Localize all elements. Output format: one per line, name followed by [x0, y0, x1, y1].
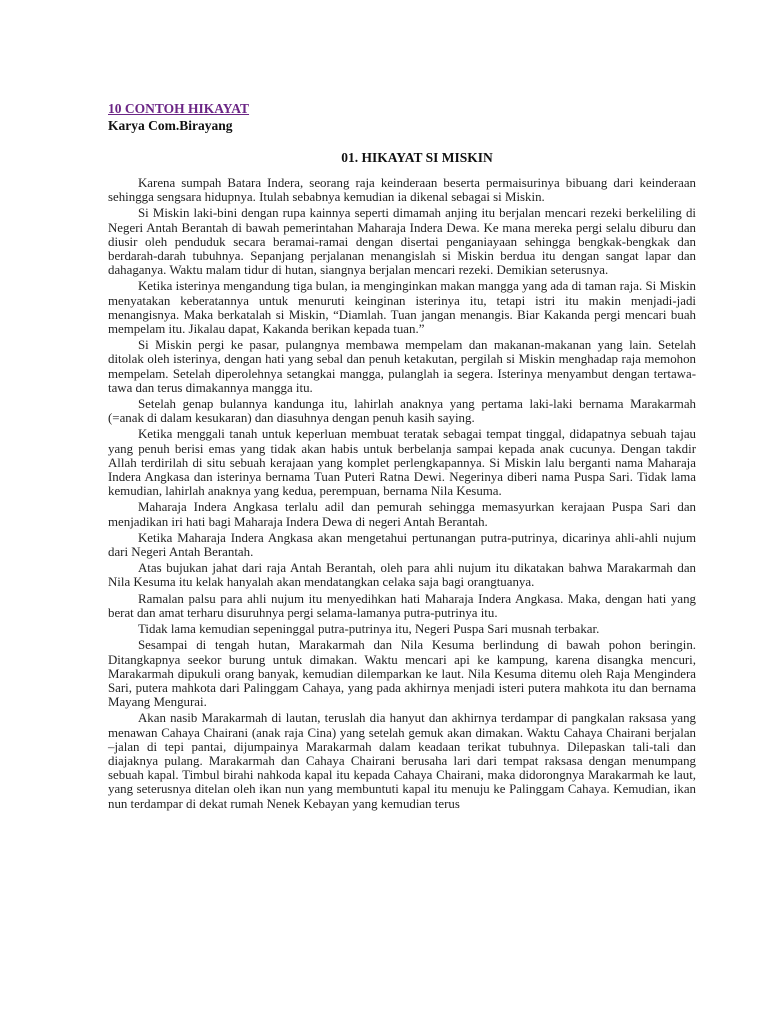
paragraph-12: Sesampai di tengah hutan, Marakarmah dan Nila Kesuma berlindung di bawah pohon beringin. Ditangkapnya seekor burung untuk dimakan. Waktu mencari api ke kampung, karena disangka mencuri, Marakarmah dipukuli orang banyak, kemudian dilemparkan ke laut. Nila Kesuma ditemu oleh Raja Mengindera Sari, putera mahkota dari Palinggam Cahaya, yang pada akhirnya menjadi isteri putera mahkota itu dan bernama Mayang Mengurai.: [108, 638, 696, 710]
paragraph-11: Tidak lama kemudian sepeninggal putra-putrinya itu, Negeri Puspa Sari musnah terbakar.: [138, 622, 600, 637]
story-body: [108, 176, 696, 811]
paragraph-10: Ramalan palsu para ahli nujum itu menyedihkan hati Maharaja Indera Angkasa. Maka, dengan hati yang berat dan amat terharu disuruhnya pergi selama-lamanya putra-putrinya itu.: [108, 591, 696, 620]
document-page: [108, 100, 696, 813]
paragraph-5: Setelah genap bulannya kandunga itu, lahirlah anaknya yang pertama laki-laki bernama Marakarmah (=anak di dalam kesukaran) dan diasuhnya dengan penuh kasih saying.: [108, 397, 696, 426]
paragraph-2: Si Miskin laki-bini dengan rupa kainnya seperti dimamah anjing itu berjalan mencari rezeki berkeliling di Negeri Antah Berantah di bawah pemerintahan Maharaja Indera Dewa. Ke mana mereka pergi selalu diburu dan diusir oleh penduduk secara beramai-ramai dengan disertai penganiayaan sehingga bengkak-bengkak dan berdarah-darah tubuhnya. Sepanjang perjalanan menangislah si Miskin berdua itu dengan sangat lapar dan dahaganya. Waktu malam tidur di hutan, siangnya berjalan mencari rezeki. Demikian seterusnya.: [108, 206, 696, 278]
paragraph-7: Maharaja Indera Angkasa terlalu adil dan pemurah sehingga memasyurkan kerajaan Puspa Sari dan menjadikan iri hati bagi Maharaja Indera Dewa di negeri Antah Berantah.: [108, 500, 696, 529]
document-author: Karya Com.Birayang: [108, 118, 233, 133]
paragraph-1: Karena sumpah Batara Indera, seorang raja keinderaan beserta permaisurinya bibuang dari keinderaan sehingga sengsara hidupnya. Itulah sebabnya kemudian ia dikenal sebagai si Miskin.: [108, 176, 696, 205]
paragraph-4: Si Miskin pergi ke pasar, pulangnya membawa mempelam dan makanan-makanan yang lain. Setelah ditolak oleh isterinya, dengan hati yang sebal dan penuh ketakutan, pergilah si Miskin menghadap raja memohon mempelam. Setelah diperolehnya setangkai mangga, pulanglah ia segera. Isterinya menyambut dengan tertawa-tawa dan terus dimakannya mangga itu.: [108, 338, 696, 395]
paragraph-13: Akan nasib Marakarmah di lautan, teruslah dia hanyut dan akhirnya terdampar di pangkalan raksasa yang menawan Cahaya Chairani (anak raja Cina) yang setelah gemuk akan dimakan. Waktu Cahaya Chairani berjalan –jalan di tepi pantai, dijumpainya Marakarmah dalam keadaan terikat tubuhnya. Dilepaskan tali-tali dan diajaknya pulang. Marakarmah dan Cahaya Chairani berusaha lari dari tempat raksasa dengan menumpang sebuah kapal. Timbul birahi nahkoda kapal itu kepada Cahaya Chairani, maka didorongnya Marakarmah ke laut, yang seterusnya ditelan oleh ikan nun yang membuntuti kapal itu menuju ke Palinggam Cahaya. Kemudian, ikan nun terdampar di dekat rumah Nenek Kebayan yang kemudian terus: [108, 711, 696, 811]
paragraph-8: Ketika Maharaja Indera Angkasa akan mengetahui pertunangan putra-putrinya, dicarinya ahli-ahli nujum dari Negeri Antah Berantah.: [108, 530, 696, 560]
paragraph-6: Ketika menggali tanah untuk keperluan membuat teratak sebagai tempat tinggal, didapatnya sebuah tajau yang penuh berisi emas yang tidak akan habis untuk berbelanja sampai kepada anak cucunya. Dengan takdir Allah terdirilah di situ sebuah kerajaan yang komplet perlengkapannya. Si Miskin lalu berganti nama Maharaja Indera Angkasa dan isterinya bernama Tuan Puteri Ratna Dewi. Negerinya diberi nama Puspa Sari. Tidak lama kemudian, lahirlah anaknya yang kedua, perempuan, bernama Nila Kesuma.: [108, 427, 696, 499]
paragraph-9: Atas bujukan jahat dari raja Antah Berantah, oleh para ahli nujum itu dikatakan bahwa Marakarmah dan Nila Kesuma itu kelak hanyalah akan mendatangkan celaka saja bagi orangtuanya.: [108, 561, 696, 590]
document-title[interactable]: 10 CONTOH HIKAYAT: [108, 101, 250, 116]
paragraph-3: Ketika isterinya mengandung tiga bulan, ia menginginkan makan mangga yang ada di taman raja. Si Miskin menyatakan keberatannya untuk menuruti keinginan isterinya itu, tetapi istri itu makin menjadi-jadi menangisnya. Maka berkatalah si Miskin, “Diamlah. Tuan jangan menangis. Biar Kakanda pergi mencari buah mempelam itu. Jikalau dapat, Kakanda berikan kepada tuan.”: [108, 279, 696, 337]
section-title: 01. HIKAYAT SI MISKIN: [341, 150, 493, 165]
